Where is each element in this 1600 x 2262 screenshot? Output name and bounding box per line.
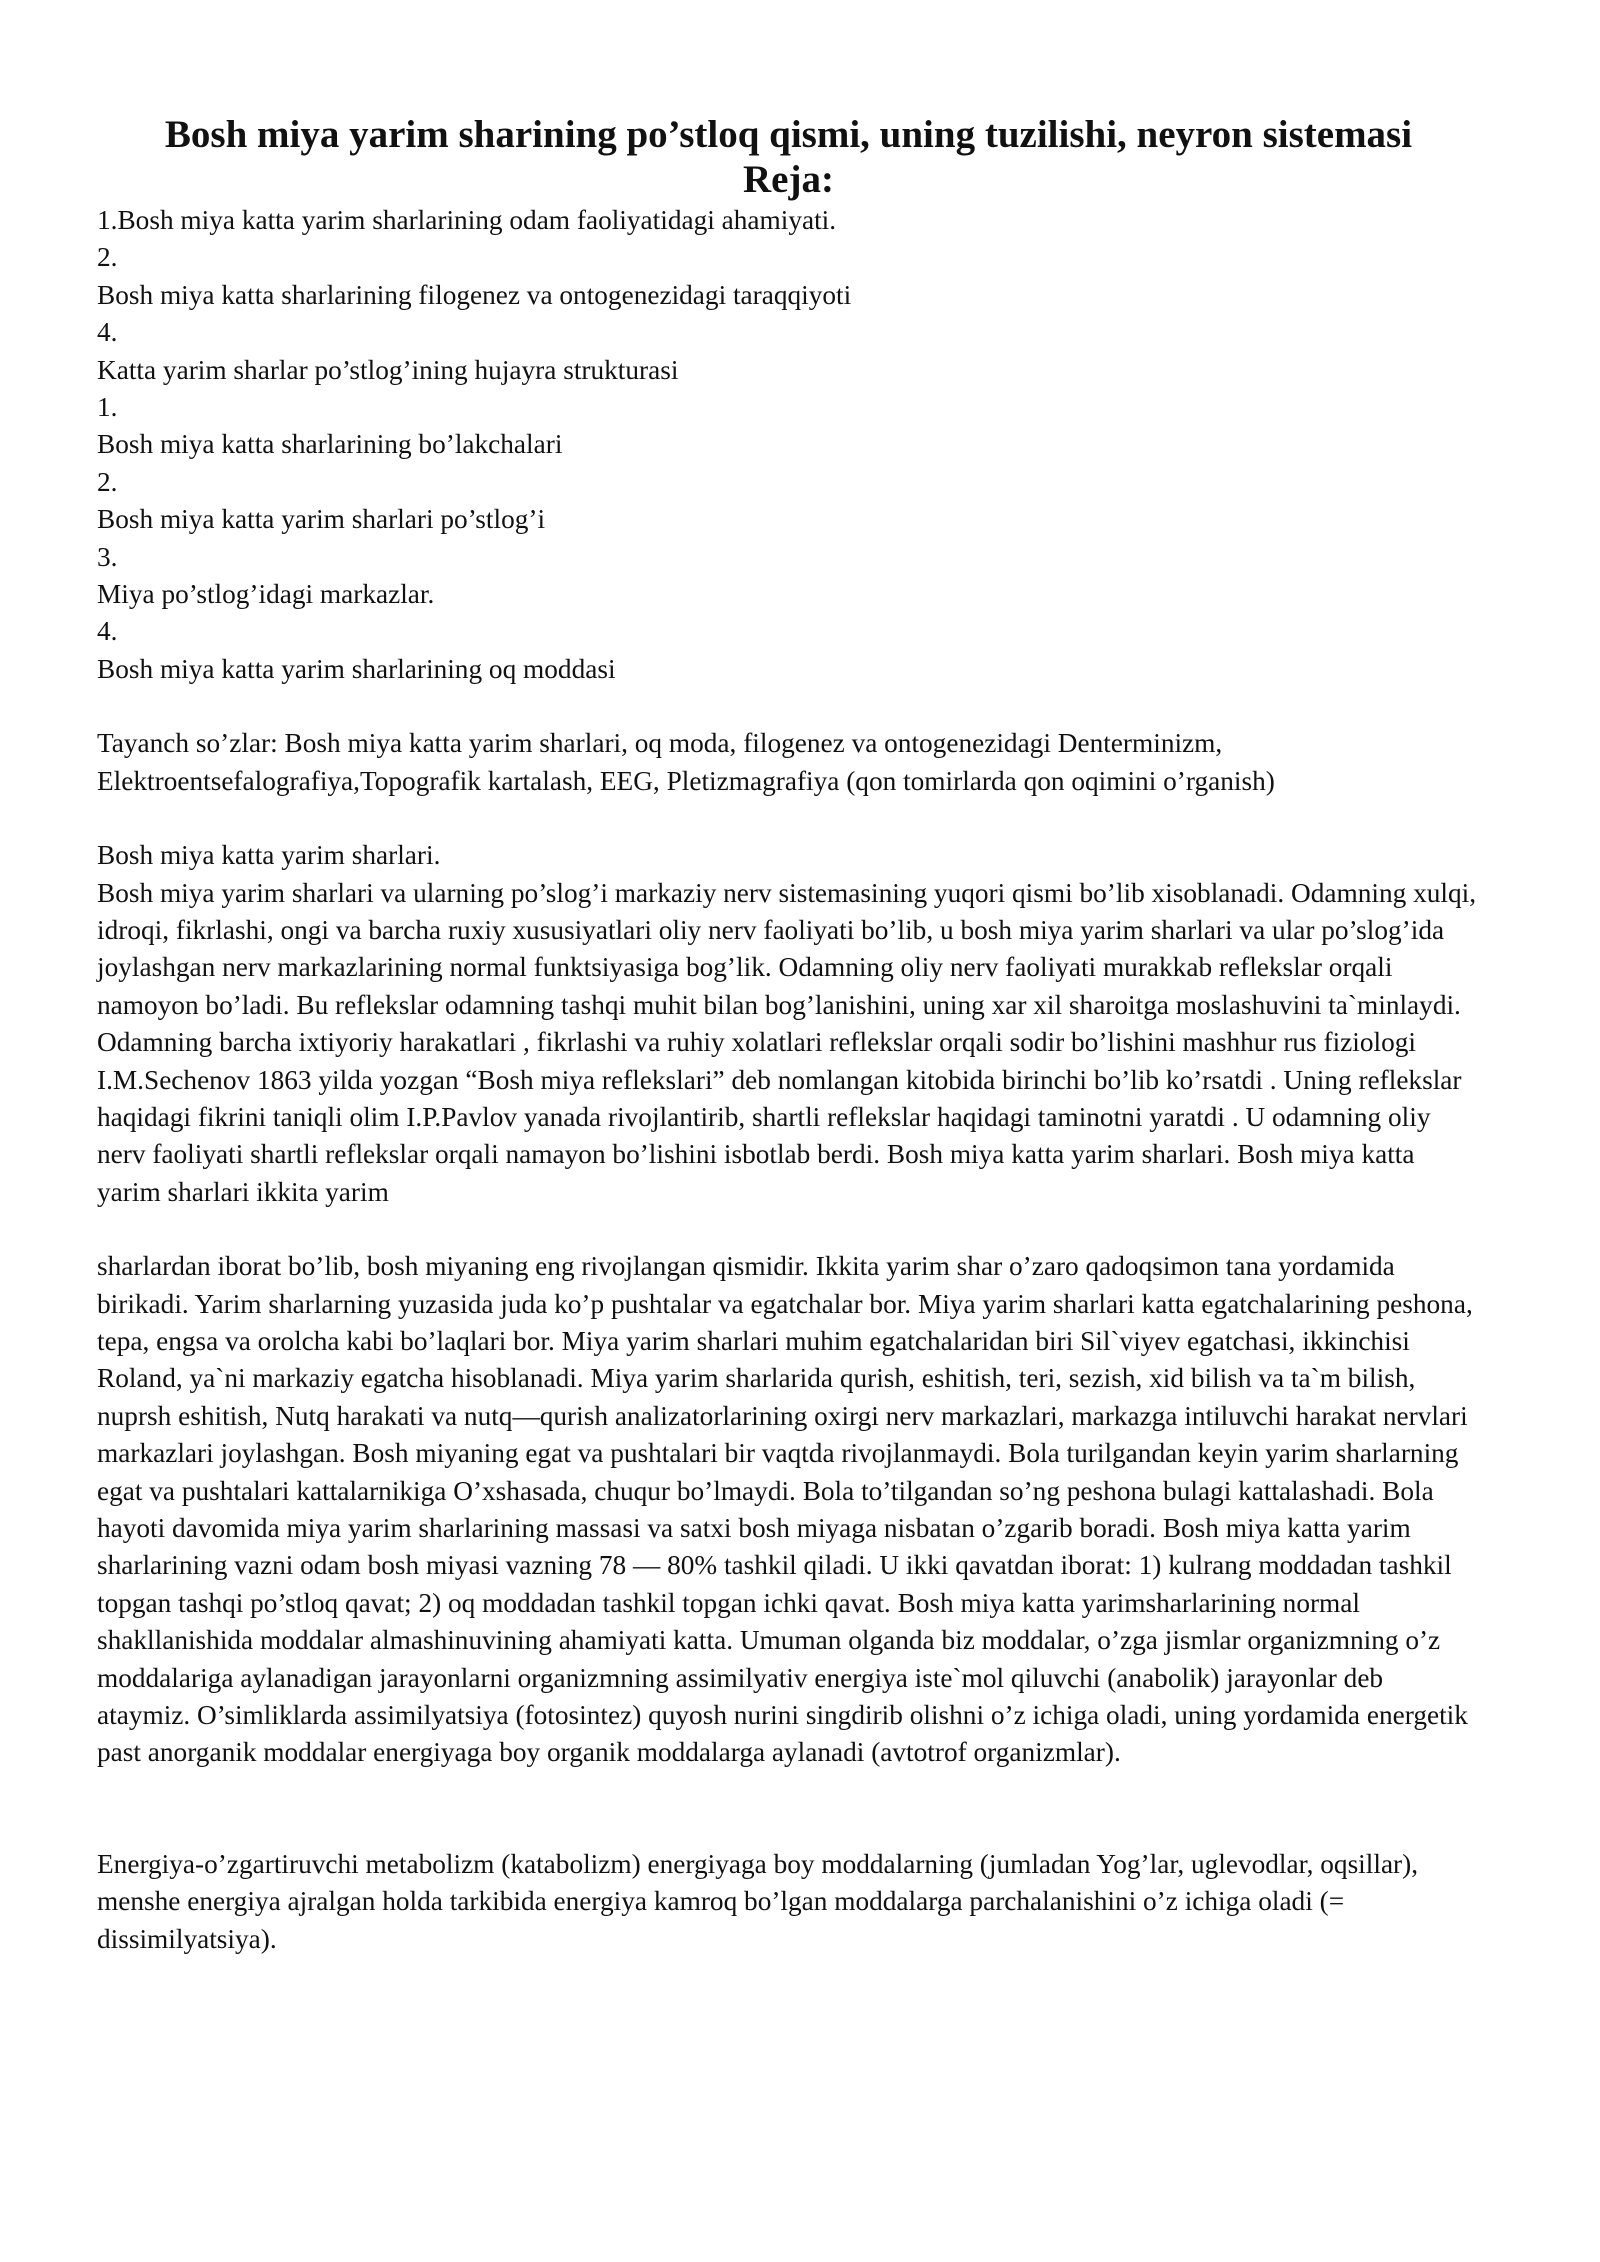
spacer <box>97 800 1480 837</box>
section-heading: Bosh miya katta yarim sharlari. <box>97 840 441 871</box>
plan-line: 2. <box>97 466 118 497</box>
plan-list <box>97 202 1480 688</box>
plan-line: 4. <box>97 616 118 647</box>
plan-line: 2. <box>97 242 118 273</box>
plan-line: Bosh miya katta sharlarining filogenez va ontogenezidagi taraqqiyoti <box>97 279 852 310</box>
plan-heading: Reja: <box>743 158 834 201</box>
document-title: Bosh miya yarim sharining po’stloq qismi, uning tuzilishi, neyron sistemasi <box>164 113 1413 156</box>
plan-line: 1. <box>97 392 118 423</box>
keywords-paragraph: Tayanch so’zlar: Bosh miya katta yarim sharlari, oq moda, filogenez va ontogenezidagi Denterminizm, Elektroentsefalografiya,Topografik kartalash, EEG, Pletizmagrafiya (qon tomirlarda qon oqimini o’rganish) <box>97 728 1275 796</box>
plan-line: 1.Bosh miya katta yarim sharlarining odam faoliyatidagi ahamiyati. <box>97 205 837 235</box>
spacer <box>97 688 1480 725</box>
spacer <box>97 1211 1480 1248</box>
body-paragraph: Energiya-o’zgartiruvchi metabolizm (katabolizm) energiyaga boy moddalarning (jumladan Yog’lar, uglevodlar, oqsillar), menshe energiya ajralgan holda tarkibida energiya kamroq bo’lgan moddalarga parchalanishini o’z ichiga oladi (= dissimilyatsiya). <box>97 1848 1419 1954</box>
body-paragraph: Bosh miya yarim sharlari va ularning po’slog’i markaziy nerv sistemasining yuqori qismi bo’lib xisoblanadi. Odamning xulqi, idroqi, fikrlashi, ongi va barcha ruxiy xususiyatlari oliy nerv faoliyati bo’lib, u bosh miya yarim sharlari va ular po’slog’ida joylashgan nerv markazlarining normal funktsiyasiga bog’lik. Odamning oliy nerv faoliyati murakkab reflekslar orqali namoyon bo’ladi. Bu reflekslar odamning tashqi muhit bilan bog’lanishini, uning xar xil sharoitga moslashuvini ta`minlaydi. Odamning barcha ixtiyoriy harakatlari , fikrlashi va ruhiy xolatlari reflekslar orqali sodir bo’lishini mashhur rus fiziologi I.M.Sechenov 1863 yilda yozgan “Bosh miya reflekslari” deb nomlangan kitobida birinchi bo’lib ko’rsatdi . Uning reflekslar haqidagi fikrini taniqli olim I.P.Pavlov yanada rivojlantirib, shartli reflekslar haqidagi taminotni yaratdi . U odamning oliy nerv faoliyati shartli reflekslar orqali namayon bo’lishini isbotlab berdi. Bosh miya katta yarim sharlari. Bosh miya katta yarim sharlari ikkita yarim <box>97 877 1477 1207</box>
plan-line: Bosh miya katta sharlarining bo’lakchalari <box>97 429 563 460</box>
plan-line: 4. <box>97 317 118 348</box>
plan-line: Bosh miya katta yarim sharlarining oq moddasi <box>97 653 616 684</box>
body-paragraph: sharlardan iborat bo’lib, bosh miyaning eng rivojlangan qismidir. Ikkita yarim shar o’zaro qadoqsimon tana yordamida birikadi. Yarim sharlarning yuzasida juda ko’p pushtalar va egatchalar bor. Miya yarim sharlari katta egatchalarining peshona, tepa, engsa va orolcha kabi bo’laqlari bor. Miya yarim sharlari muhim egatchalaridan biri Sil`viyev egatchasi, ikkinchisi Roland, ya`ni markaziy egatcha hisoblanadi. Miya yarim sharlarida qurish, eshitish, teri, sezish, xid bilish va ta`m bilish, nuprsh eshitish, Nutq harakati va nutq—qurish analizatorlarining oxirgi nerv markazlari, markazga intiluvchi harakat nervlari markazlari joylashgan. Bosh miyaning egat va pushtalari bir vaqtda rivojlanmaydi. Bola turilgandan keyin yarim sharlarning egat va pushtalari kattalarnikiga O’xshasada, chuqur bo’lmaydi. Bola to’tilgandan so’ng peshona bulagi kattalashadi. Bola hayoti davomida miya yarim sharlarining massasi va satxi bosh miyaga nisbatan o’zgarib boradi. Bosh miya katta yarim sharlarining vazni odam bosh miyasi vazning 78 — 80% tashkil qiladi. U ikki qavatdan iborat: 1) kulrang moddadan tashkil topgan tashqi po’stloq qavat; 2) oq moddadan tashkil topgan ichki qavat. Bosh miya katta yarimsharlarining normal shakllanishida moddalar almashinuvining ahamiyati katta. Umuman olganda biz moddalar, o’zga jismlar organizmning o’z moddalariga aylanadigan jarayonlarni organizmning assimilyativ energiya iste`mol qiluvchi (anabolik) jarayonlar deb ataymiz. O’simliklarda assimilyatsiya (fotosintez) quyosh nurini singdirib olishni o’z ichiga oladi, uning yordamida energetik past anorganik moddalar energiyaga boy organik moddalarga aylanadi (avtotrof organizmlar). <box>97 1251 1473 1768</box>
spacer <box>97 1772 1480 1846</box>
plan-line: Miya po’stlog’idagi markazlar. <box>97 579 435 610</box>
plan-line: 3. <box>97 541 118 572</box>
plan-line: Bosh miya katta yarim sharlari po’stlog’i <box>97 504 546 535</box>
plan-line: Katta yarim sharlar po’stlog’ining hujayra strukturasi <box>97 354 679 385</box>
